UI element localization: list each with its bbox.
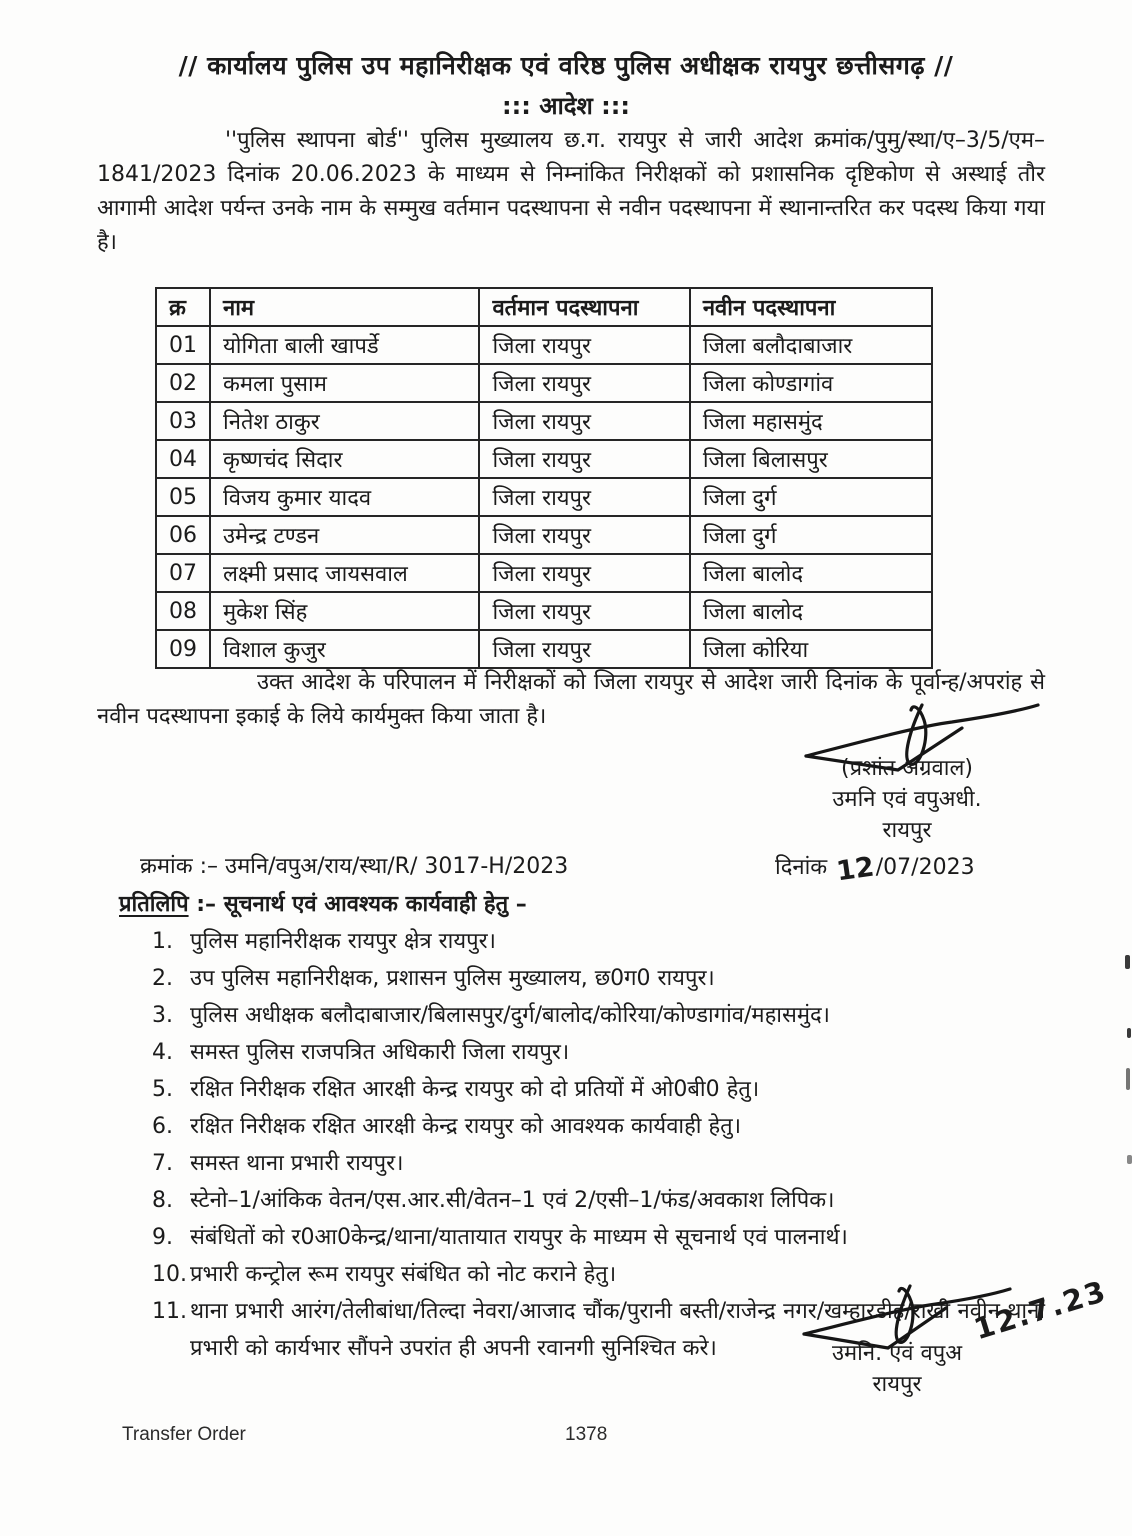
table-cell: जिला कोरिया — [690, 630, 932, 668]
table-cell: 08 — [156, 592, 210, 630]
copy-list-number: 8. — [152, 1188, 173, 1213]
table-cell: मुकेश सिंह — [210, 592, 479, 630]
table-cell: जिला बिलासपुर — [690, 440, 932, 478]
copy-list-item — [152, 1071, 1045, 1108]
table-cell: जिला रायपुर — [479, 554, 689, 592]
table-cell: जिला रायपुर — [479, 440, 689, 478]
copy-heading-label: प्रतिलिपि — [119, 892, 189, 917]
copy-list-text: प्रभारी कन्ट्रोल रूम रायपुर संबंधित को नोट कराने हेतु। — [190, 1262, 617, 1287]
table-cell: जिला बलौदाबाजार — [690, 326, 932, 364]
copy-list-text: समस्त थाना प्रभारी रायपुर। — [190, 1151, 404, 1176]
column-header-current-posting: वर्तमान पदस्थापना — [479, 288, 689, 326]
table-cell: जिला रायपुर — [479, 592, 689, 630]
table-row — [156, 326, 932, 364]
table-cell: जिला दुर्ग — [690, 516, 932, 554]
copy-list-text: रक्षित निरीक्षक रक्षित आरक्षी केन्द्र रायपुर को दो प्रतियों में ओ0बी0 हेतु। — [190, 1077, 760, 1102]
table-cell: विशाल कुजुर — [210, 630, 479, 668]
signatory-designation: उमनि एवं वपुअधी. — [832, 787, 982, 812]
scan-artifact — [1126, 1068, 1130, 1090]
table-cell: जिला कोण्डागांव — [690, 364, 932, 402]
table-cell: 01 — [156, 326, 210, 364]
signatory-block-top — [782, 753, 1032, 846]
copy-list-text: रक्षित निरीक्षक रक्षित आरक्षी केन्द्र रायपुर को आवश्यक कार्यवाही हेतु। — [190, 1114, 742, 1139]
table-cell: जिला रायपुर — [479, 630, 689, 668]
copy-list-text: पुलिस महानिरीक्षक रायपुर क्षेत्र रायपुर। — [190, 929, 496, 954]
copy-section-heading — [119, 888, 527, 918]
scan-artifact — [1127, 1155, 1132, 1164]
column-header-new-posting: नवीन पदस्थापना — [690, 288, 932, 326]
copy-list-item — [152, 1145, 1045, 1182]
copy-list-number: 5. — [152, 1077, 173, 1102]
column-header-serial: क्र — [156, 288, 210, 326]
handwritten-day: 12 — [834, 851, 877, 888]
copy-list-text: उप पुलिस महानिरीक्षक, प्रशासन पुलिस मुख्यालय, छ0ग0 रायपुर। — [190, 966, 715, 991]
copy-list-number: 1. — [152, 929, 173, 954]
date-rest: /07/2023 — [875, 855, 975, 880]
copy-list-item — [152, 1182, 1045, 1219]
table-cell: जिला रायपुर — [479, 402, 689, 440]
table-row — [156, 440, 932, 478]
copy-list-number: 3. — [152, 1003, 173, 1028]
signatory-block-bottom — [772, 1338, 1022, 1400]
table-cell: जिला रायपुर — [479, 478, 689, 516]
table-cell: जिला रायपुर — [479, 364, 689, 402]
table-cell: योगिता बाली खापर्डे — [210, 326, 479, 364]
copy-list-item — [152, 1108, 1045, 1145]
table-cell: जिला रायपुर — [479, 516, 689, 554]
copy-list-item — [152, 997, 1045, 1034]
transfer-table — [155, 287, 933, 669]
table-cell: नितेश ठाकुर — [210, 402, 479, 440]
table-cell: 04 — [156, 440, 210, 478]
copy-heading-rest: :– सूचनार्थ एवं आवश्यक कार्यवाही हेतु – — [188, 892, 527, 917]
signatory-place: रायपुर — [882, 818, 932, 843]
footer-page-number: 1378 — [565, 1424, 608, 1445]
table-cell: उमेन्द्र टण्डन — [210, 516, 479, 554]
table-cell: जिला दुर्ग — [690, 478, 932, 516]
copy-list-number: 9. — [152, 1225, 173, 1250]
footer-label: Transfer Order — [122, 1424, 246, 1445]
copy-list-number: 2. — [152, 966, 173, 991]
table-row — [156, 402, 932, 440]
copy-list-text: थाना प्रभारी आरंग/तेलीबांधा/तिल्दा नेवरा/आजाद चौंक/पुरानी बस्ती/राजेन्द्र नगर/खम्हारडीह/राखी नवीन थाना प्रभारी को कार्यभार सौंपने उपरांत ही अपनी रवानगी सुनिश्चित करे। — [190, 1299, 1045, 1361]
table-row — [156, 592, 932, 630]
transfer-table-body — [156, 326, 932, 668]
column-header-name: नाम — [210, 288, 479, 326]
scan-artifact — [1125, 955, 1130, 969]
table-cell: 03 — [156, 402, 210, 440]
intro-paragraph: ''पुलिस स्थापना बोर्ड'' पुलिस मुख्यालय छ.ग. रायपुर से जारी आदेश क्रमांक/पुमु/स्था/ए–3/5/एम–1841/2023 दिनांक 20.06.2023 के माध्यम से निम्नांकित निरीक्षकों को प्रशासनिक दृष्टिकोण से अस्थाई तौर आगामी आदेश पर्यन्त उनके नाम के सम्मुख वर्तमान पदस्थापना से नवीन पदस्थापना में स्थानान्तरित कर पदस्थ किया गया है। — [97, 128, 1045, 255]
copy-list-item — [152, 1219, 1045, 1256]
table-cell: कृष्णचंद सिदार — [210, 440, 479, 478]
reference-date — [775, 850, 975, 888]
copy-list-item — [152, 923, 1045, 960]
order-title: ::: आदेश ::: — [502, 92, 630, 120]
document-header — [0, 48, 1132, 122]
table-cell: 07 — [156, 554, 210, 592]
scan-artifact — [1127, 1028, 1131, 1038]
table-row — [156, 630, 932, 668]
table-row — [156, 478, 932, 516]
table-row — [156, 554, 932, 592]
table-row — [156, 364, 932, 402]
copy-list-text: स्टेनो–1/आंकिक वेतन/एस.आर.सी/वेतन–1 एवं 2/एसी–1/फंड/अवकाश लिपिक। — [190, 1188, 835, 1213]
table-cell: जिला रायपुर — [479, 326, 689, 364]
copy-list-number: 10. — [152, 1262, 187, 1287]
release-paragraph: उक्त आदेश के परिपालन में निरीक्षकों को जिला रायपुर से आदेश जारी दिनांक के पूर्वान्ह/अपरांह से नवीन पदस्थापना इकाई के लिये कार्यमुक्त किया जाता है। — [97, 670, 1045, 729]
copy-list-text: समस्त पुलिस राजपत्रित अधिकारी जिला रायपुर। — [190, 1040, 570, 1065]
copy-list-item — [152, 1034, 1045, 1071]
table-cell: विजय कुमार यादव — [210, 478, 479, 516]
signatory-designation-bottom: उमनि. एवं वपुअ — [831, 1341, 963, 1366]
signatory-place-bottom: रायपुर — [872, 1372, 922, 1397]
copy-list-text: संबंधितों को र0आ0केन्द्र/थाना/यातायात रायपुर के माध्यम से सूचनार्थ एवं पालनार्थ। — [190, 1225, 848, 1250]
table-cell: लक्ष्मी प्रसाद जायसवाल — [210, 554, 479, 592]
copy-list-number: 6. — [152, 1114, 173, 1139]
table-cell: जिला बालोद — [690, 554, 932, 592]
table-cell: 02 — [156, 364, 210, 402]
copy-list-text: पुलिस अधीक्षक बलौदाबाजार/बिलासपुर/दुर्ग/बालोद/कोरिया/कोण्डागांव/महासमुंद। — [190, 1003, 831, 1028]
table-row — [156, 516, 932, 554]
handwritten-date-bottom: 12.7.23 — [970, 1273, 1111, 1347]
office-title: // कार्यालय पुलिस उप महानिरीक्षक एवं वरिष्ठ पुलिस अधीक्षक रायपुर छत्तीसगढ़ // — [178, 51, 954, 80]
table-cell: 05 — [156, 478, 210, 516]
copy-list-number: 4. — [152, 1040, 173, 1065]
table-cell: जिला महासमुंद — [690, 402, 932, 440]
table-cell: 09 — [156, 630, 210, 668]
table-cell: 06 — [156, 516, 210, 554]
reference-number: क्रमांक :– उमनि/वपुअ/राय/स्था/R/ 3017-H/2023 — [140, 854, 569, 879]
date-label: दिनांक — [775, 855, 828, 880]
table-cell: कमला पुसाम — [210, 364, 479, 402]
table-cell: जिला बालोद — [690, 592, 932, 630]
table-header-row — [156, 288, 932, 326]
copy-list-number: 11. — [152, 1299, 187, 1324]
copy-list-number: 7. — [152, 1151, 173, 1176]
signatory-name: (प्रशांत अग्रवाल) — [841, 756, 973, 781]
copy-list-item — [152, 960, 1045, 997]
